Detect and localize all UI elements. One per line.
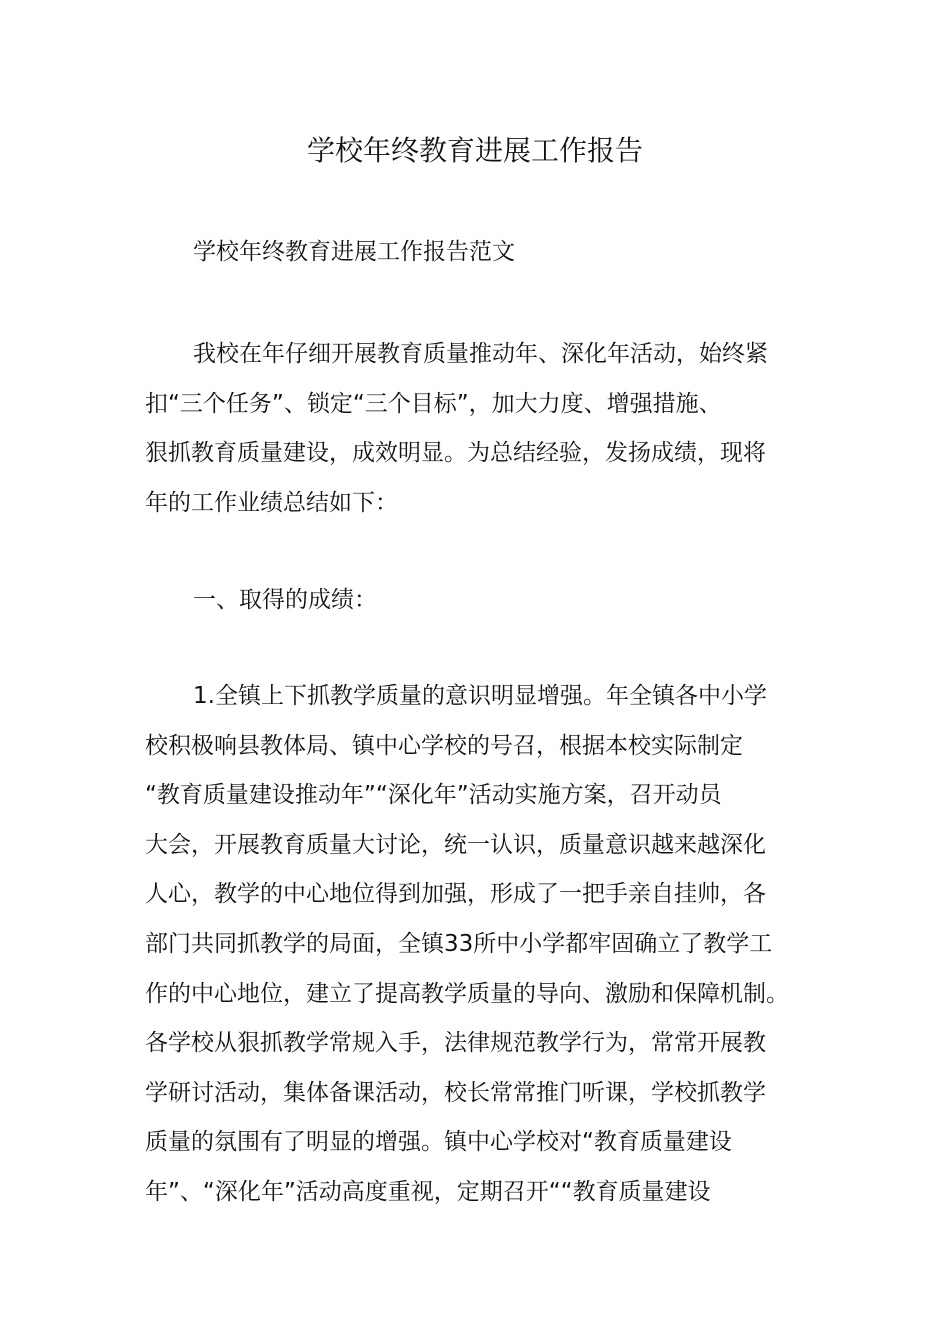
section-heading: 一、取得的成绩： [193, 587, 377, 613]
paragraph-line: 1.全镇上下抓教学质量的意识明显增强。年全镇各中小学 [193, 683, 767, 709]
paragraph-line: 扣“三个任务”、锁定“三个目标”，加大力度、增强措施、 [145, 390, 722, 417]
paragraph-achievements [145, 672, 810, 1218]
document-title: 学校年终教育进展工作报告 [306, 134, 643, 167]
paragraph-line: 质量的氛围有了明显的增强。镇中心学校对“教育质量建设 [145, 1129, 732, 1156]
paragraph-line: 校积极响县教体局、镇中心学校的号召，根据本校实际制定 [145, 732, 743, 759]
paragraph-line: 年”、“深化年”活动高度重视，定期召开““教育质量建设 [145, 1178, 711, 1205]
paragraph-line: 部门共同抓教学的局面，全镇33所中小学都牢固确立了教学工 [145, 930, 773, 957]
paragraph-line: “教育质量建设推动年”“深化年”活动实施方案，召开动员 [145, 782, 722, 809]
document-subtitle: 学校年终教育进展工作报告范文 [193, 239, 515, 265]
paragraph-line: 各学校从狠抓教学常规入手，法律规范教学行为，常常开展教 [145, 1030, 766, 1057]
paragraph-line: 学研讨活动，集体备课活动，校长常常推门听课，学校抓教学 [145, 1079, 766, 1106]
paragraph-line: 年的工作业绩总结如下： [145, 489, 398, 516]
paragraph-line: 狠抓教育质量建设，成效明显。为总结经验，发扬成绩，现将 [145, 440, 766, 467]
paragraph-line: 人心，教学的中心地位得到加强，形成了一把手亲自挂帅，各 [145, 881, 766, 908]
paragraph-line: 大会，开展教育质量大讨论，统一认识，质量意识越来越深化 [145, 831, 766, 858]
paragraph-line: 我校在年仔细开展教育质量推动年、深化年活动，始终紧 [193, 341, 768, 367]
paragraph-intro [145, 330, 810, 528]
paragraph-line: 作的中心地位，建立了提高教学质量的导向、激励和保障机制。 [145, 980, 789, 1007]
